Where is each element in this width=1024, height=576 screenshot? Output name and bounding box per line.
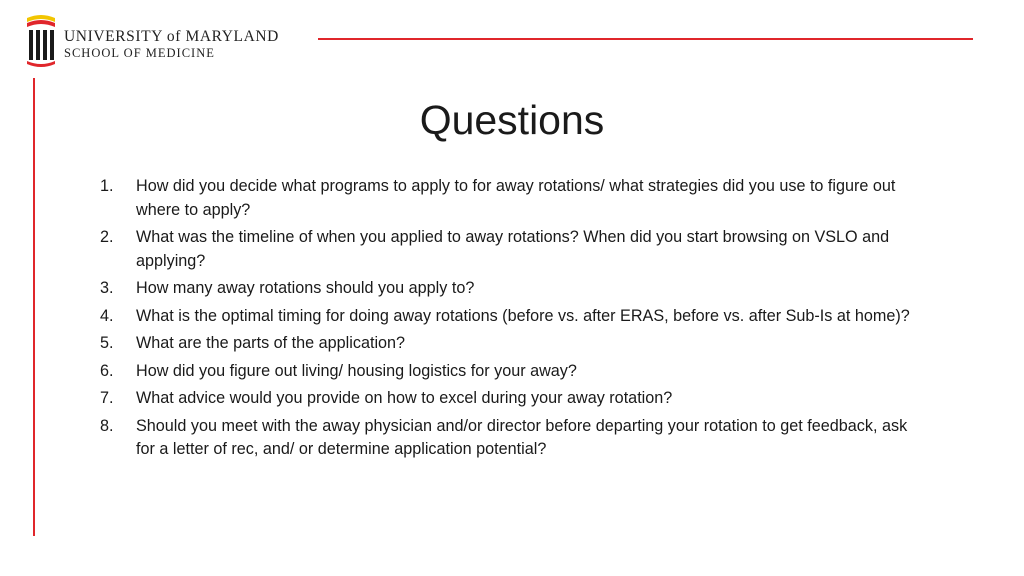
question-number: 5. — [100, 334, 114, 352]
question-item — [100, 305, 930, 329]
question-text: What is the optimal timing for doing away rotations (before vs. after ERAS, before vs. after Sub-Is at home)? — [136, 306, 910, 325]
logo-wordmark — [64, 29, 279, 59]
question-text: How did you decide what programs to apply to for away rotations/ what strategies did you use to figure out where to apply? — [136, 177, 896, 219]
questions-list — [100, 175, 930, 466]
question-text: What was the timeline of when you applied to away rotations? When did you start browsing on VSLO and applying? — [136, 228, 890, 270]
question-text: What are the parts of the application? — [136, 334, 406, 352]
question-text: What advice would you provide on how to excel during your away rotation? — [136, 389, 673, 407]
slide-title: Questions — [419, 97, 605, 143]
university-logo — [26, 12, 306, 68]
shield-logo-icon — [26, 12, 56, 68]
question-item — [100, 387, 930, 411]
question-number: 2. — [100, 228, 114, 246]
question-item — [100, 277, 930, 301]
side-divider — [33, 78, 35, 536]
question-number: 3. — [100, 279, 114, 297]
question-item — [100, 175, 930, 222]
question-number: 1. — [100, 177, 114, 195]
question-text: How did you figure out living/ housing logistics for your away? — [136, 361, 577, 380]
question-text: Should you meet with the away physician and/or director before departing your rotation to get feedback, ask for a letter of rec, and/ or determine application potential? — [136, 416, 908, 458]
logo-line-university: UNIVERSITY of MARYLAND — [64, 28, 279, 45]
question-item — [100, 360, 930, 384]
question-text: How many away rotations should you apply to? — [136, 279, 475, 297]
question-number: 8. — [100, 416, 114, 435]
question-item — [100, 332, 930, 356]
question-number: 7. — [100, 389, 114, 407]
question-item — [100, 226, 930, 273]
question-item — [100, 415, 930, 462]
question-number: 6. — [100, 361, 114, 380]
question-number: 4. — [100, 306, 114, 325]
logo-line-school: SCHOOL OF MEDICINE — [64, 45, 215, 60]
header-divider — [318, 38, 973, 40]
